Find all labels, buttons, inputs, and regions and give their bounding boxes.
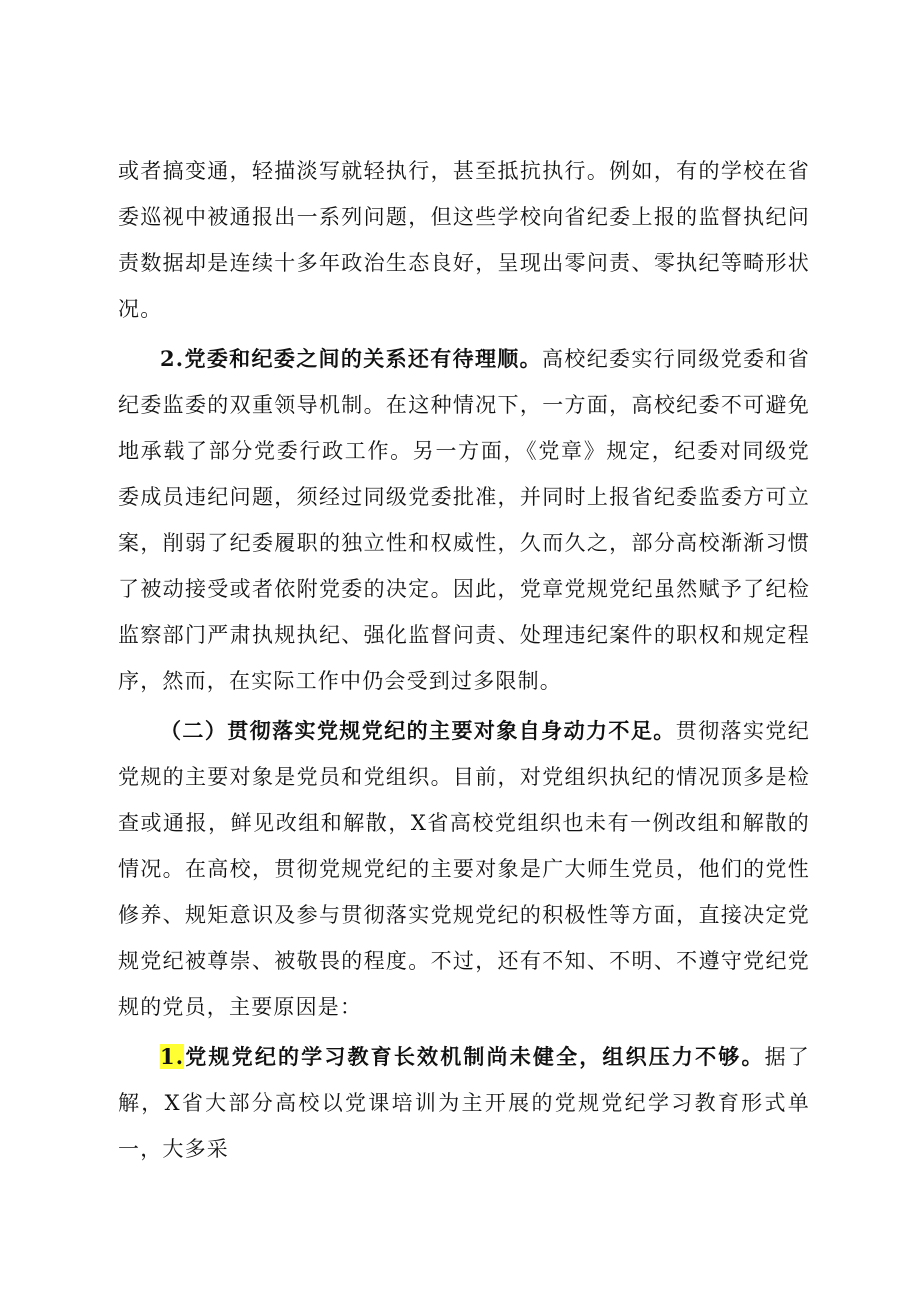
document-body bbox=[118, 148, 810, 1172]
highlighted-number: 1. bbox=[160, 1044, 185, 1069]
paragraph-section-two bbox=[118, 708, 810, 1030]
paragraph-education-mechanism bbox=[118, 1034, 810, 1172]
paragraph-party-committee bbox=[118, 336, 810, 704]
paragraph-heading: 2.党委和纪委之间的关系还有待理顺。 bbox=[160, 346, 542, 371]
paragraph-text: 高校纪委实行同级党委和省纪委监委的双重领导机制。在这种情况下，一方面，高校纪委不可避免地承载了部分党委行政工作。另一方面，《党章》规定，纪委对同级党委成员违纪问题，须经过同级党委批准，并同时上报省纪委监委方可立案，削弱了纪委履职的独立性和权威性，久而久之，部分高校渐渐习惯了被动接受或者依附党委的决定。因此，党章党规党纪虽然赋予了纪检监察部门严肃执规执纪、强化监督问责、处理违纪案件的职权和规定程序，然而，在实际工作中仍会受到过多限制。 bbox=[118, 347, 810, 693]
paragraph-text: 据了解，X省大部分高校以党课培训为主开展的党规党纪学习教育形式单一，大多采 bbox=[118, 1045, 810, 1161]
paragraph-text: 贯彻落实党纪党规的主要对象是党员和党组织。目前，对党组织执纪的情况顶多是检查或通报，鲜见改组和解散，X省高校党组织也未有一例改组和解散的情况。在高校，贯彻党规党纪的主要对象是广大师生党员，他们的党性修养、规矩意识及参与贯彻落实党规党纪的积极性等方面，直接决定党规党纪被尊崇、被敬畏的程度。不过，还有不知、不明、不遵守党纪党规的党员，主要原因是： bbox=[118, 719, 810, 1019]
paragraph-heading: 党规党纪的学习教育长效机制尚未健全，组织压力不够。 bbox=[184, 1044, 765, 1069]
paragraph-text: 或者搞变通，轻描淡写就轻执行，甚至抵抗执行。例如，有的学校在省委巡视中被通报出一系列问题，但这些学校向省纪委上报的监督执纪问责数据却是连续十多年政治生态良好，呈现出零问责、零执纪等畸形状况。 bbox=[118, 159, 810, 321]
section-heading: （二）贯彻落实党规党纪的主要对象自身动力不足。 bbox=[160, 718, 676, 743]
paragraph-continuation bbox=[118, 148, 810, 332]
